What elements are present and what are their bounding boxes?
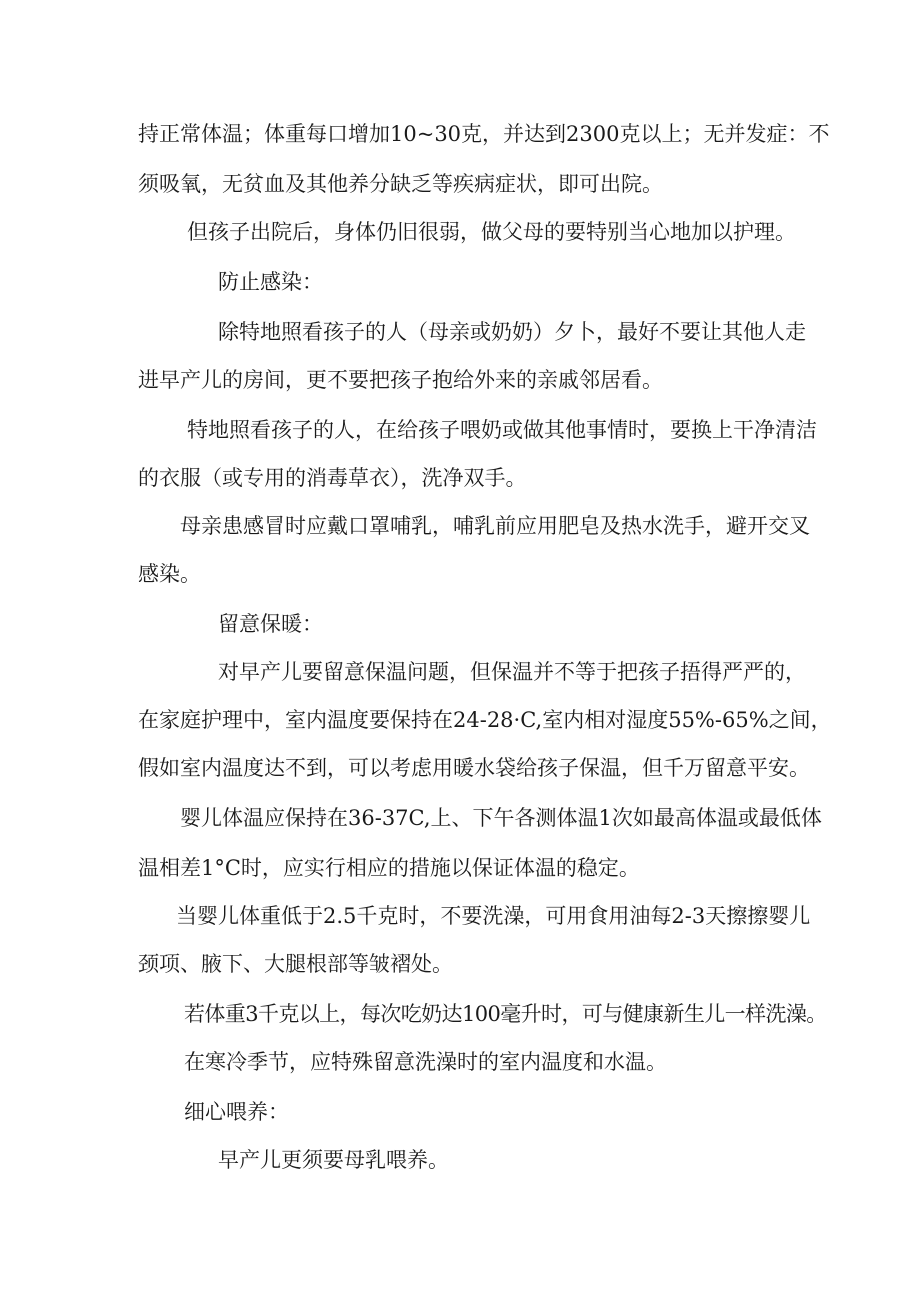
- paragraph-line: 婴儿体温应保持在36-37C,上、下午各测体温1次如最高体温或最低体: [180, 806, 822, 830]
- paragraph-line: 对早产儿要留意保温问题，但保温并不等于把孩子捂得严严的，: [218, 660, 806, 684]
- section-heading: 细心喂养：: [184, 1100, 289, 1124]
- paragraph-line: 感染。: [138, 562, 201, 586]
- paragraph-line: 除特地照看孩子的人（母亲或奶奶）夕卜，最好不要让其他人走: [218, 320, 806, 344]
- paragraph-line: 若体重3千克以上，每次吃奶达100毫升时，可与健康新生儿一样洗澡。: [184, 1002, 827, 1026]
- paragraph-line: 持正常体温；体重每口增加10~30克，并达到2300克以上；无并发症：不: [138, 122, 830, 146]
- section-heading: 防止感染：: [218, 270, 323, 294]
- paragraph-line: 进早产儿的房间，更不要把孩子抱给外来的亲戚邻居看。: [138, 368, 663, 392]
- paragraph-line: 的衣服（或专用的消毒草衣），洗净双手。: [138, 466, 527, 490]
- paragraph-line: 特地照看孩子的人，在给孩子喂奶或做其他事情时，要换上干净清洁: [187, 418, 817, 442]
- paragraph-line: 假如室内温度达不到，可以考虑用暖水袋给孩子保温，但千万留意平安。: [138, 756, 810, 780]
- paragraph-line: 但孩子出院后，身体仍旧很弱，做父母的要特别当心地加以护理。: [187, 220, 796, 244]
- paragraph-line: 当婴儿体重低于2.5千克时，不要洗澡，可用食用油每2-3天擦擦婴儿: [176, 904, 811, 928]
- paragraph-line: 在寒冷季节，应特殊留意洗澡时的室内温度和水温。: [184, 1050, 667, 1074]
- paragraph-line: 在家庭护理中，室内温度要保持在24-28·C,室内相对湿度55%-65%之间，: [138, 708, 832, 732]
- paragraph-line: 母亲患感冒时应戴口罩哺乳，哺乳前应用肥皂及热水洗手，避开交叉: [180, 514, 810, 538]
- paragraph-line: 须吸氧，无贫血及其他养分缺乏等疾病症状，即可出院。: [138, 172, 663, 196]
- paragraph-line: 早产儿更须要母乳喂养。: [218, 1148, 449, 1172]
- paragraph-line: 温相差1°C时，应实行相应的措施以保证体温的稳定。: [138, 856, 640, 880]
- section-heading: 留意保暖：: [218, 612, 323, 636]
- paragraph-line: 颈项、腋下、大腿根部等皱褶处。: [138, 952, 453, 976]
